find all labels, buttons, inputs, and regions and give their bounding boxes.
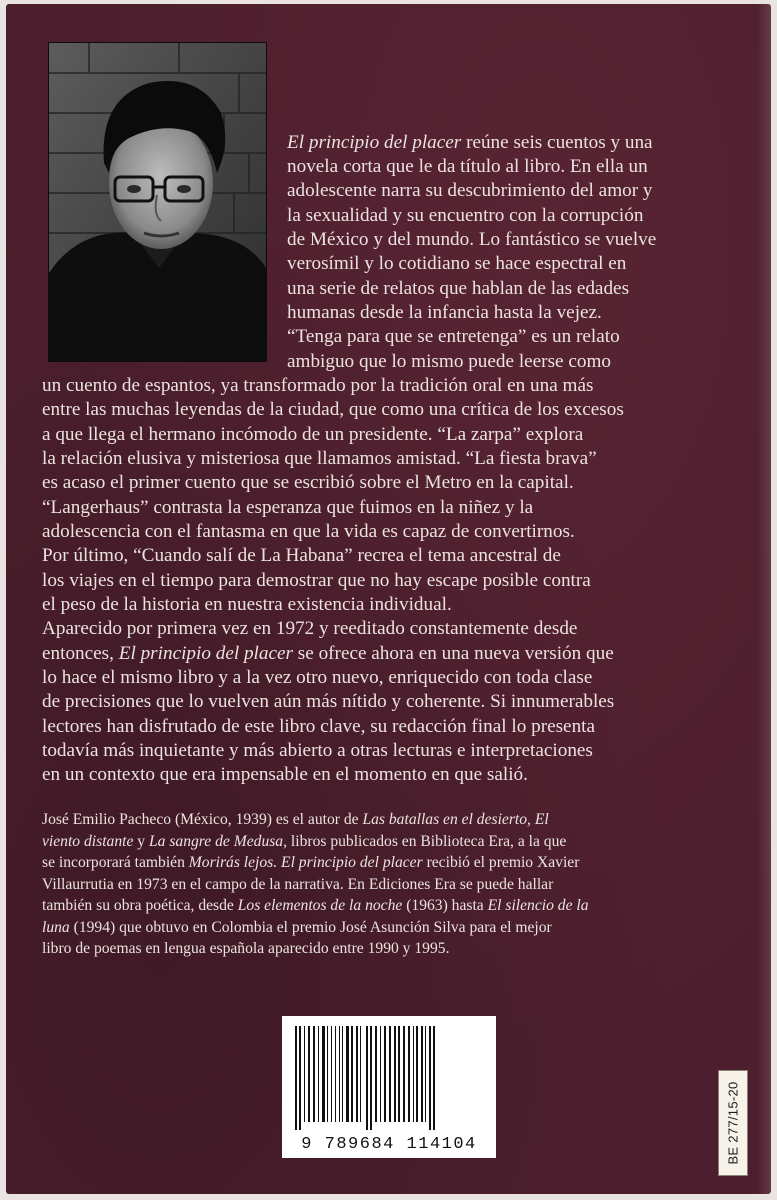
barcode-bar xyxy=(339,1026,340,1122)
synopsis-line: entre las muchas leyendas de la ciudad, que como una crítica de los excesos xyxy=(42,399,624,420)
barcode-bar xyxy=(318,1026,319,1122)
author-photo xyxy=(48,42,267,362)
synopsis-line: el peso de la historia en nuestra existencia individual. xyxy=(42,594,452,615)
barcode-bar xyxy=(416,1026,418,1122)
barcode-bar xyxy=(366,1026,368,1130)
barcode-bar xyxy=(403,1026,405,1122)
barcode-bar xyxy=(429,1026,431,1130)
bio-line: viento distante y La sangre de Medusa, libros publicados en Biblioteca Era, a la que xyxy=(42,833,567,850)
synopsis-line: El principio del placer reúne seis cuentos y una xyxy=(287,132,653,153)
barcode-bar xyxy=(351,1026,353,1122)
isbn-barcode xyxy=(282,1016,496,1158)
isbn-number: 9 789684 114104 xyxy=(301,1135,477,1154)
barcode-bar xyxy=(433,1026,435,1130)
bio-line: también su obra poética, desde Los elementos de la noche (1963) hasta El silencio de la xyxy=(42,897,589,914)
barcode-bar xyxy=(304,1026,305,1122)
synopsis-line: es acaso el primer cuento que se escribió sobre el Metro en la capital. xyxy=(42,472,574,493)
author-portrait-image xyxy=(49,43,266,361)
barcode-bar xyxy=(308,1026,310,1122)
barcode-bar xyxy=(335,1026,336,1122)
synopsis-line: adolescencia con el fantasma en que la vida es capaz de convertirnos. xyxy=(42,521,575,542)
synopsis-line: la sexualidad y su encuentro con la corrupción xyxy=(287,205,644,226)
library-sticker xyxy=(718,1070,748,1176)
barcode-bar xyxy=(322,1026,325,1122)
book-title: El principio del placer xyxy=(118,643,293,664)
synopsis-line: todavía más inquietante y más abierto a otras lecturas e interpretaciones xyxy=(42,740,593,761)
barcode-bar xyxy=(413,1026,414,1122)
synopsis-line: los viajes en el tiempo para demostrar que no hay escape posible contra xyxy=(42,570,591,591)
barcode-bar xyxy=(346,1026,349,1122)
synopsis-line: verosímil y lo cotidiano se hace espectral en xyxy=(287,253,627,274)
synopsis-line: adolescente narra su descubrimiento del amor y xyxy=(287,180,653,201)
synopsis-line: lectores han disfrutado de este libro clave, su redacción final lo presenta xyxy=(42,716,596,737)
barcode-bar xyxy=(356,1026,358,1122)
synopsis-line: “Tenga para que se entretenga” es un relato xyxy=(287,326,620,347)
bio-line: Villaurrutia en 1973 en el campo de la narrativa. En Ediciones Era se puede hallar xyxy=(42,876,554,893)
synopsis-line: humanas desde la infancia hasta la vejez. xyxy=(287,302,602,323)
synopsis-line: Aparecido por primera vez en 1972 y reeditado constantemente desde xyxy=(42,618,578,639)
bio-line: luna (1994) que obtuvo en Colombia el premio José Asunción Silva para el mejor xyxy=(42,919,552,936)
barcode-bar xyxy=(295,1026,297,1130)
synopsis-line: novela corta que le da título al libro. En ella un xyxy=(287,156,648,177)
cover-edge xyxy=(757,4,771,1194)
synopsis-line: entonces, El principio del placer se ofrece ahora en una nueva versión que xyxy=(42,643,614,664)
barcode-bars xyxy=(291,1026,487,1130)
barcode-bar xyxy=(370,1026,372,1130)
barcode-bar xyxy=(408,1026,410,1122)
synopsis-line: de México y del mundo. Lo fantástico se vuelve xyxy=(287,229,657,250)
barcode-bar xyxy=(360,1026,361,1122)
barcode-bar xyxy=(327,1026,328,1122)
barcode-bar xyxy=(398,1026,400,1122)
barcode-bar xyxy=(421,1026,423,1122)
synopsis-line: en un contexto que era impensable en el momento en que salió. xyxy=(42,764,528,785)
synopsis-line: a que llega el hermano incómodo de un presidente. “La zarpa” explora xyxy=(42,424,584,445)
bio-line: se incorporará también Morirás lejos. El principio del placer recibió el premio Xavier xyxy=(42,854,580,871)
back-cover xyxy=(6,4,771,1194)
bio-line: libro de poemas en lengua española aparecido entre 1990 y 1995. xyxy=(42,940,450,957)
book-title: El principio del placer xyxy=(287,132,462,153)
synopsis-line: la relación elusiva y misteriosa que llamamos amistad. “La fiesta brava” xyxy=(42,448,597,469)
barcode-bar xyxy=(384,1026,386,1122)
barcode-bar xyxy=(425,1026,426,1122)
barcode-bar xyxy=(299,1026,301,1130)
barcode-bar xyxy=(375,1026,377,1122)
barcode-bar xyxy=(313,1026,315,1122)
barcode-bar xyxy=(342,1026,343,1122)
sticker-code: BE 277/15-20 xyxy=(725,1081,741,1165)
barcode-bar xyxy=(389,1026,391,1122)
barcode-bar xyxy=(331,1026,332,1122)
synopsis-line: “Langerhaus” contrasta la esperanza que fuimos en la niñez y la xyxy=(42,497,534,518)
synopsis-line: ambiguo que lo mismo puede leerse como xyxy=(287,351,611,372)
synopsis-line: Por último, “Cuando salí de La Habana” recrea el tema ancestral de xyxy=(42,545,561,566)
bio-line: José Emilio Pacheco (México, 1939) es el autor de Las batallas en el desierto, El xyxy=(42,811,549,828)
barcode-bar xyxy=(380,1026,381,1122)
synopsis-line: una serie de relatos que hablan de las edades xyxy=(287,278,630,299)
synopsis-line: lo hace el mismo libro y a la vez otro nuevo, enriquecido con toda clase xyxy=(42,667,593,688)
barcode-bar xyxy=(394,1026,396,1122)
synopsis-line: de precisiones que lo vuelven aún más nítido y coherente. Si innumerables xyxy=(42,691,615,712)
synopsis-line: un cuento de espantos, ya transformado por la tradición oral en una más xyxy=(42,375,594,396)
